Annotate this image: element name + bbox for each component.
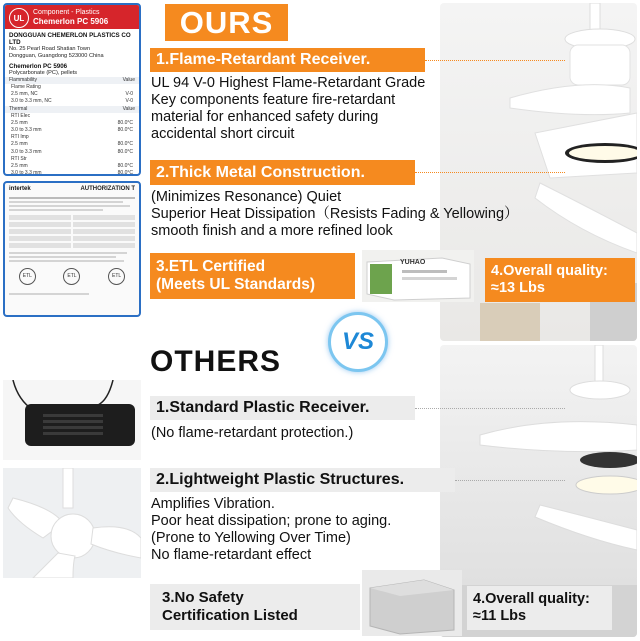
certificate-row	[5, 149, 139, 156]
row-label: RTI Str	[11, 155, 27, 162]
etl-mark-icon: ETL	[19, 268, 36, 285]
callout-line	[415, 172, 565, 173]
cert-subtitle: Certification Listed	[162, 607, 298, 624]
quality-value: ≈13 Lbs	[491, 280, 545, 296]
body-line: Key components feature fire-retardant	[151, 92, 396, 108]
body-line: Poor heat dissipation; prone to aging.	[151, 513, 392, 529]
row-value: 80.0°C	[117, 127, 133, 134]
etl-mark-icon: ETL	[63, 268, 80, 285]
row-value: 80.0°C	[117, 119, 133, 126]
quality-label: 4.Overall quality:	[473, 591, 590, 607]
others-box-photo	[362, 570, 462, 636]
quality-label: 4.Overall quality:	[491, 263, 608, 279]
intertek-report	[3, 181, 141, 317]
ul-certificate	[3, 3, 141, 176]
body-line: accidental short circuit	[151, 126, 295, 142]
certificate-row	[5, 134, 139, 141]
body-line: No flame-retardant effect	[151, 547, 312, 563]
body-line: material for enhanced safety during	[151, 109, 379, 125]
certificate-row	[5, 120, 139, 127]
etl-mark-icon: ETL	[108, 268, 125, 285]
certificate-category: Component - Plastics	[33, 9, 100, 16]
body-line: UL 94 V-0 Highest Flame-Retardant Grade	[151, 75, 426, 91]
body-line: (Minimizes Resonance) Quiet	[151, 189, 342, 205]
body-line: smooth finish and a more refined look	[151, 223, 393, 239]
others-point-1-title: 1.Standard Plastic Receiver.	[150, 396, 415, 420]
ours-box-photo	[362, 250, 474, 302]
row-value: V-0	[125, 98, 133, 105]
certificate-row	[5, 156, 139, 163]
flammability-header	[5, 77, 139, 84]
callout-line	[425, 60, 565, 61]
row-label: 3.0 to 3.3 mm, NC	[11, 98, 52, 105]
quality-value: ≈11 Lbs	[473, 608, 527, 624]
ours-etl-badge	[150, 253, 355, 299]
certificate-product: Chemerlon PC 5906	[9, 63, 68, 70]
thermal-rows	[5, 113, 139, 176]
callout-line	[455, 480, 565, 481]
row-value: 80.0°C	[117, 170, 133, 176]
certificate-row	[5, 113, 139, 120]
certificate-address-2: Dongguan, Guangdong 523000 China	[9, 53, 104, 59]
others-heading: OTHERS	[150, 345, 282, 378]
others-blade-photo	[3, 468, 141, 578]
certificate-row	[5, 141, 139, 148]
row-label: 3.0 to 3.3 mm	[11, 127, 42, 134]
ours-point-2-title: 2.Thick Metal Construction.	[150, 160, 415, 185]
flammability-rows	[5, 84, 139, 106]
row-label: 2.5 mm	[11, 141, 28, 148]
box-brand: YUHAO	[400, 259, 426, 266]
others-receiver-photo	[3, 380, 141, 460]
report-table	[9, 215, 135, 248]
row-label: Flame Rating	[11, 84, 41, 90]
others-cert-badge	[150, 584, 360, 630]
etl-marks	[5, 268, 139, 285]
row-label: 3.0 to 3.3 mm	[11, 170, 42, 176]
body-line: Superior Heat Dissipation（Resists Fading & Yellowing）	[151, 206, 519, 222]
ours-quality-badge	[485, 258, 635, 302]
certificate-company: DONGGUAN CHEMERLON PLASTICS CO LTD	[9, 32, 131, 46]
ours-point-1-title: 1.Flame-Retardant Receiver.	[150, 48, 425, 72]
certificate-product-title: Chemerlon PC 5906	[33, 17, 109, 26]
row-value: 80.0°C	[117, 141, 133, 148]
body-line: (No flame-retardant protection.)	[151, 425, 354, 441]
others-point-1-body	[151, 425, 451, 442]
thermal-label: Thermal	[9, 105, 28, 112]
report-header	[5, 183, 139, 195]
certificate-row	[5, 98, 139, 105]
row-label: RTI Imp	[11, 134, 29, 141]
vs-badge: VS	[328, 312, 388, 372]
thermal-value-label: Value	[122, 105, 135, 112]
intertek-logo: intertek	[9, 186, 31, 192]
row-label: 3.0 to 3.3 mm	[11, 148, 42, 155]
plastic-receiver-icon	[3, 380, 141, 460]
row-label: 2.5 mm	[11, 119, 28, 126]
certificate-row	[5, 91, 139, 98]
cert-title: 3.No Safety	[162, 589, 244, 606]
row-value: 80.0°C	[117, 163, 133, 170]
ul-logo-icon: UL	[9, 8, 29, 28]
certificate-material: Polycarbonate (PC), pellets	[9, 70, 78, 76]
row-label: RTI Elec	[11, 112, 31, 119]
row-label: 2.5 mm, NC	[11, 91, 38, 98]
plain-box-icon	[362, 570, 462, 636]
report-title: AUTHORIZATION T	[80, 186, 135, 192]
others-point-2-title: 2.Lightweight Plastic Structures.	[150, 468, 455, 492]
certificate-row	[5, 163, 139, 170]
body-line: Amplifies Vibration.	[151, 496, 275, 512]
thermal-header	[5, 106, 139, 113]
ours-point-2-body	[151, 189, 606, 240]
body-line: (Prone to Yellowing Over Time)	[151, 530, 351, 546]
certificate-row	[5, 84, 139, 91]
product-box-icon	[362, 250, 474, 302]
etl-title: 3.ETL Certified	[156, 258, 266, 275]
ours-heading: OURS	[165, 4, 288, 41]
flammability-label: Flammability	[9, 77, 38, 83]
certificate-row	[5, 127, 139, 134]
others-point-2-body	[151, 496, 451, 564]
certificate-address-1: No. 25 Pearl Road Shatian Town	[9, 46, 91, 52]
certificate-row	[5, 170, 139, 176]
row-value: 80.0°C	[117, 148, 133, 155]
callout-line	[415, 408, 565, 409]
others-quality-badge	[467, 586, 612, 630]
row-label: 2.5 mm	[11, 163, 28, 170]
fan-blade-icon	[3, 468, 141, 578]
etl-subtitle: (Meets UL Standards)	[156, 276, 316, 293]
row-value: V-0	[125, 91, 133, 98]
flammability-value-label: Value	[122, 77, 135, 83]
ours-point-1-body	[151, 75, 461, 143]
